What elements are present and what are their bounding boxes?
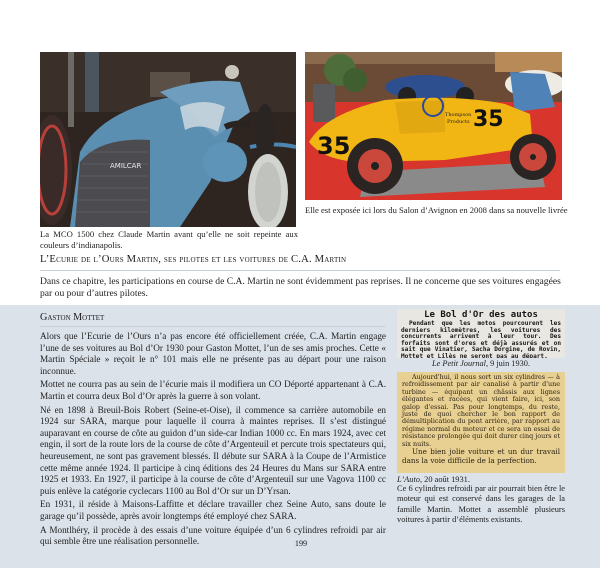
svg-text:Products: Products xyxy=(447,119,470,125)
clipping-source xyxy=(397,475,567,484)
source-date: , 9 juin 1930. xyxy=(485,359,530,368)
paragraph: En 1931, il réside à Maisons-Laffitte et déclare travailler chez Seine Auto, sans doute le garage qu’il possède, après avoir longtemps été employé chez SARA. xyxy=(40,499,386,521)
section-divider xyxy=(40,270,560,271)
clipping-text-2: Une bien jolie voiture et un dur travail dans la voie difficile de la perfection. xyxy=(402,447,560,465)
race-number-rear: 35 xyxy=(317,132,351,160)
svg-text:Thompson: Thompson xyxy=(445,112,472,118)
source-date: , 20 août 1931. xyxy=(419,475,470,484)
section-intro: Dans ce chapitre, les participations en course de C.A. Martin ne sont évidemment pas reprises. Il ne concerne que ses voitures engagées par ou pour d’autres pilotes. xyxy=(40,276,561,300)
subsection-divider xyxy=(40,326,385,327)
newspaper-clipping-auto xyxy=(397,372,565,473)
photo-caption-2: Elle est exposée ici lors du Salon d’Avignon en 2008 dans sa nouvelle livrée xyxy=(305,205,568,215)
section-title: L’Ecurie de l’Ours Martin, ses pilotes et les voitures de C.A. Martin xyxy=(40,254,347,265)
article-body xyxy=(40,331,386,550)
subsection-title: Gaston Mottet xyxy=(40,312,105,323)
source-title: Le Petit Journal xyxy=(432,359,486,368)
side-note: Ce 6 cylindres refroidi par air pourrait bien être le moteur qui est conservé dans les garages de la famille Martin. Mottet a assemblé plusieurs voitures à partir d’éléments existants. xyxy=(397,484,565,525)
photo-yellow-car-35 xyxy=(305,52,562,200)
clipping-headline: Le Bol d'Or des autos xyxy=(424,310,538,320)
paragraph: Mottet ne courra pas au sein de l’écurie mais il modifiera un CO Déporté appartenant à C.A. Martin et courra deux Bol d’Or après la guerre à son volant. xyxy=(40,379,386,401)
race-number-side: 35 xyxy=(473,107,504,132)
newspaper-clipping-petit-journal xyxy=(397,309,565,358)
paragraph: Né en 1898 à Breuil-Bois Robert (Seine-et-Oise), il commence sa carrière automobile en 1924 sur SARA, marque pour laquelle il courra à maintes reprises. Il s’est distingué auparavant en course de côte au guidon d’un side-car Indian 1000 cc. En mars 1924, avec cet engin, il sort de la route lors de la course de côte d’Argenteuil et percute trois spectateurs qui, heureusement, ne sont pas gravement blessés. Il débute sur SARA à la Coupe de l’Armistice cette même année 1924. Il participe à cinq éditions des 24 Heures du Mans sur SARA entre 1925 et 1933. En 1927, il participe à la course de côte d’Argenteuil sur une Vagova 1100 cc puis enlève la catégorie cyclecars 1100 au Bol d’Or sur un D’Yrsan. xyxy=(40,404,386,496)
photo-caption-1: La MCO 1500 chez Claude Martin avant qu’elle ne soit repeinte aux couleurs d’indianapolis. xyxy=(40,229,298,250)
page-number: 199 xyxy=(294,539,308,548)
amilcar-badge: AMILCAR xyxy=(110,162,142,170)
clipping-text: Pendant que les motos pourcourent les derniers kilomètres, les voitures des concurrents arrivent à leur tour. Des forfaits sont d'ores et déjà assurés et on sait que Vinatier, Sacha Dorgine, de Rovin, Mottet et Lilès ne seront pas au départ. xyxy=(401,320,561,358)
paragraph: Alors que l’Ecurie de l’Ours n’a pas encore été officiellement créée, C.A. Martin engage l’une de ses voitures au Bol d’Or 1930 pour Gaston Mottet, l’un de ses amis proches. Cette « Martin Spéciale » reçoit le n° 101 mais elle ne présente pas au départ pour une raison inconnue. xyxy=(40,331,386,376)
paragraph: A Montlhéry, il procède à des essais d’une voiture équipée d’un 6 cylindres refroidi par air qui semble être une réalisation personnelle. xyxy=(40,524,386,547)
clipping-text: Aujourd'hui, il nous sort un six cylindres — à refroidissement par air canalisé à partir d'une turbine — équipant un châssis aux lignes élégantes et racées, qui vient faire, ici, son galop d'essai. Pas pour longtemps, du reste, juste de quoi chercher le bon rapport de démultiplication du pont arrière, par rapport au régime normal du moteur et ce sera un essai de résistance prolongée qui doit durer cinq jours et six nuits. xyxy=(402,373,560,448)
source-title: L’Auto xyxy=(397,475,420,484)
photo-amilcar-mco xyxy=(40,52,296,227)
clipping-source xyxy=(397,359,565,368)
